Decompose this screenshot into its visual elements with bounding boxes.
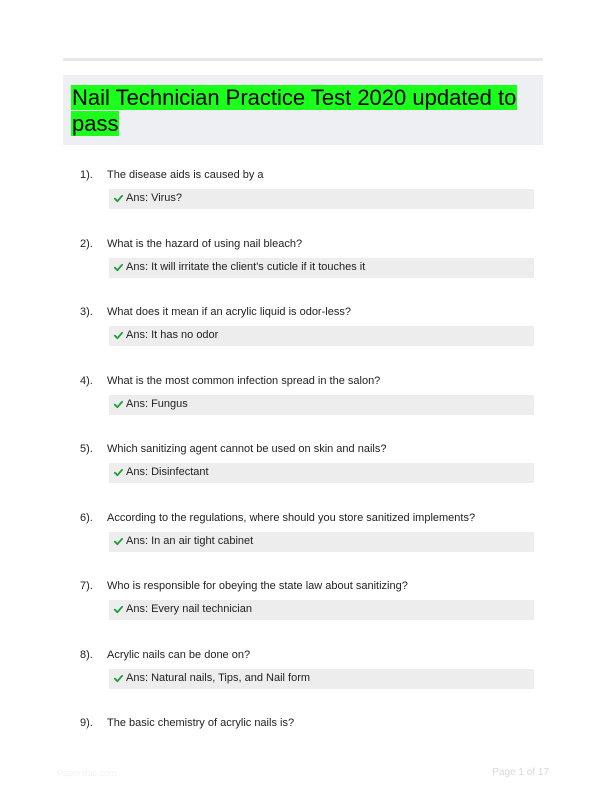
check-icon xyxy=(114,263,123,272)
question-text: According to the regulations, where should you store sanitized implements? xyxy=(107,511,476,524)
check-icon xyxy=(114,400,123,409)
question-number: 5). xyxy=(80,443,93,455)
check-icon xyxy=(114,331,123,340)
question-text: Which sanitizing agent cannot be used on skin and nails? xyxy=(107,443,387,455)
answer-box xyxy=(109,395,534,415)
footer-site: Papersbic.com xyxy=(57,768,117,778)
check-icon xyxy=(114,468,123,477)
question-number: 1). xyxy=(80,169,93,181)
answer-box xyxy=(109,258,534,278)
question-number: 9). xyxy=(80,717,93,729)
answer-box xyxy=(109,600,534,620)
question-text: Acrylic nails can be done on? xyxy=(107,648,251,661)
document-title: Nail Technician Practice Test 2020 updated to pass xyxy=(72,85,517,136)
answer-text: Ans: It will irritate the client's cuticle if it touches it xyxy=(126,260,366,273)
question-number: 6). xyxy=(80,511,93,524)
question-text: What does it mean if an acrylic liquid is odor-less? xyxy=(107,306,351,318)
answer-box xyxy=(109,463,534,483)
page-number: Page 1 of 17 xyxy=(492,767,549,778)
question-number: 7). xyxy=(80,580,93,592)
question-number: 2). xyxy=(80,237,93,250)
title-banner xyxy=(63,75,543,145)
question-text: The basic chemistry of acrylic nails is? xyxy=(107,717,295,729)
question-text: Who is responsible for obeying the state law about sanitizing? xyxy=(107,580,408,592)
answer-text: Ans: Virus? xyxy=(126,192,183,204)
answer-box xyxy=(109,532,534,552)
question-text: What is the hazard of using nail bleach? xyxy=(107,237,303,250)
answer-text: Ans: In an air tight cabinet xyxy=(126,534,254,547)
check-icon xyxy=(114,537,123,546)
question-number: 3). xyxy=(80,306,93,318)
answer-text: Ans: Fungus xyxy=(126,397,188,410)
answer-text: Ans: Every nail technician xyxy=(126,603,252,615)
top-divider xyxy=(63,58,543,61)
answer-text: Ans: It has no odor xyxy=(126,329,219,341)
question-number: 8). xyxy=(80,648,93,661)
answer-text: Ans: Natural nails, Tips, and Nail form xyxy=(126,671,311,684)
answer-box xyxy=(109,189,534,209)
question-text: What is the most common infection spread in the salon? xyxy=(107,374,381,387)
answer-box xyxy=(109,326,534,346)
check-icon xyxy=(114,605,123,614)
answer-box xyxy=(109,669,534,689)
check-icon xyxy=(114,194,123,203)
answer-text: Ans: Disinfectant xyxy=(126,466,209,478)
question-number: 4). xyxy=(80,374,93,387)
check-icon xyxy=(114,674,123,683)
question-text: The disease aids is caused by a xyxy=(107,169,264,181)
